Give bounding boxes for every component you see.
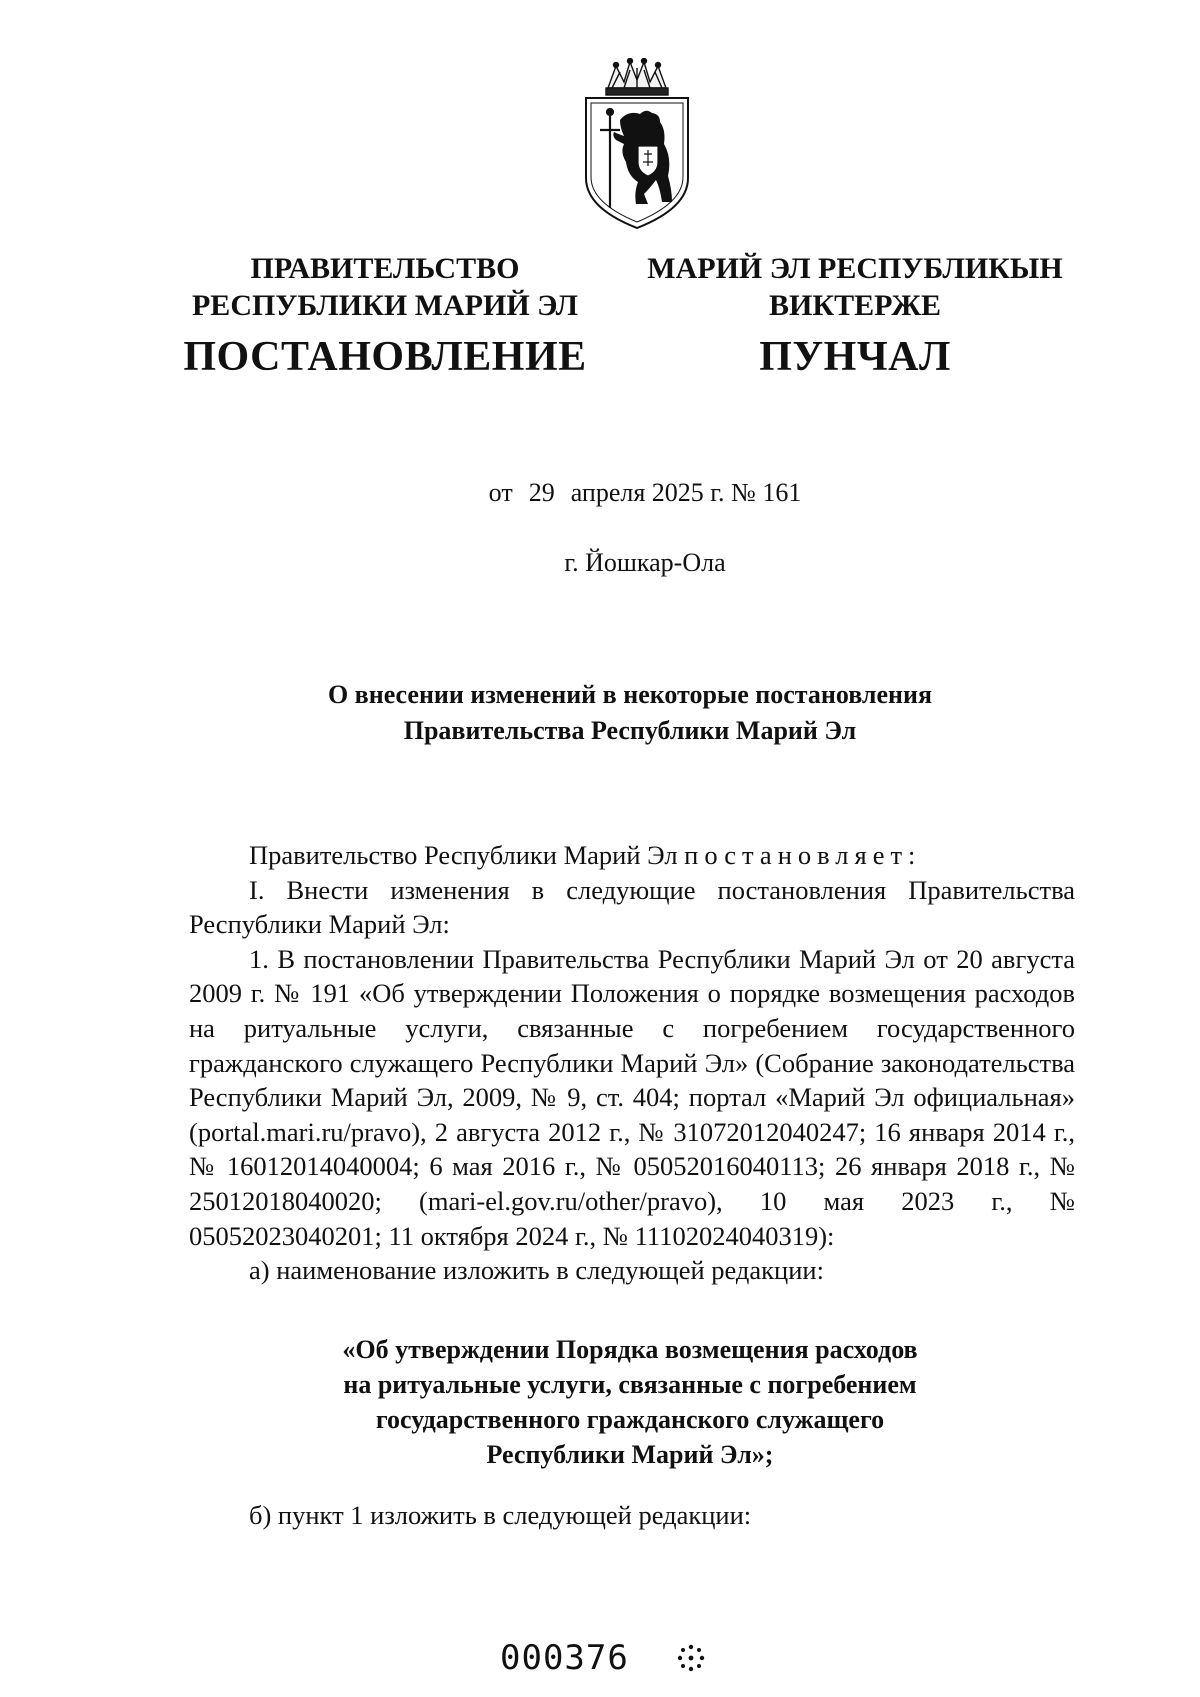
date-prefix: от — [488, 478, 513, 507]
document-date — [0, 478, 1200, 508]
quote-line3: государственного гражданского служащего — [375, 1405, 885, 1434]
body-subitem-b: б) пункт 1 изложить в следующей редакции: — [249, 1500, 752, 1530]
body-paragraph-4: а) наименование изложить в следующей редакции: — [249, 1255, 824, 1286]
quote-line1: «Об утверждении Порядка возмещения расходов — [342, 1335, 918, 1364]
body-p1-spaced: постановляет: — [684, 840, 922, 870]
body-p1-start: Правительство Республики Марий Эл — [249, 840, 685, 870]
header-left-line1: ПРАВИТЕЛЬСТВО — [250, 252, 520, 285]
document-title — [230, 677, 1030, 749]
body-paragraph-1 — [189, 838, 1075, 873]
body-paragraph-3: 1. В постановлении Правительства Республики Марий Эл от 20 августа 2009 г. № 191 «Об утверждении Положения о порядке возмещения расходов на ритуальные услуги, связанные с погребением государственного гражданского служащего Республики Марий Эл» (Собрание законодательства Республики Марий Эл, 2009, № 9, ст. 404; портал «Марий Эл официальная» (portal.mari.ru/pravo), 2 августа 2012 г., № 31072012040247; 16 января 2014 г., № 16012014040004; 6 мая 2016 г., № 05052016040113; 26 января 2018 г., № 25012018040020; (mari-el.gov.ru/other/pravo), 10 мая 2023 г., № 05052023040201; 11 октября 2024 г., № 11102024040319): — [189, 943, 1075, 1251]
quote-line2: на ритуальные услуги, связанные с погребением — [343, 1370, 917, 1399]
header-right-line1: МАРИЙ ЭЛ РЕСПУБЛИКЫН — [647, 252, 1063, 285]
footer-serial-number: 000376 — [500, 1638, 629, 1678]
document-body — [189, 838, 1075, 1288]
body-paragraph-2: I. Внести изменения в следующие постановления Правительства Республики Марий Эл: — [189, 874, 1075, 940]
header-right-doc-type: ПУНЧАЛ — [759, 334, 951, 380]
title-line1: О внесении изменений в некоторые постановления — [327, 680, 933, 709]
quote-line4: Республики Марий Эл»; — [486, 1440, 774, 1469]
date-day: 29 — [528, 478, 555, 507]
coat-of-arms-icon — [580, 58, 695, 233]
header-left-line2: РЕСПУБЛИКИ МАРИЙ ЭЛ — [191, 289, 578, 322]
asterisk-mark-icon — [676, 1643, 706, 1673]
header-right-line2: ВИКТЕРЖЕ — [768, 289, 942, 322]
document-city: г. Йошкар-Ола — [564, 548, 726, 577]
header-left — [175, 250, 595, 381]
date-month-year-number: апреля 2025 г. № 161 — [570, 478, 802, 507]
title-line2: Правительства Республики Марий Эл — [403, 716, 857, 745]
quoted-title — [250, 1332, 1010, 1472]
header-right — [645, 250, 1065, 381]
header-left-doc-type: ПОСТАНОВЛЕНИЕ — [183, 334, 587, 380]
